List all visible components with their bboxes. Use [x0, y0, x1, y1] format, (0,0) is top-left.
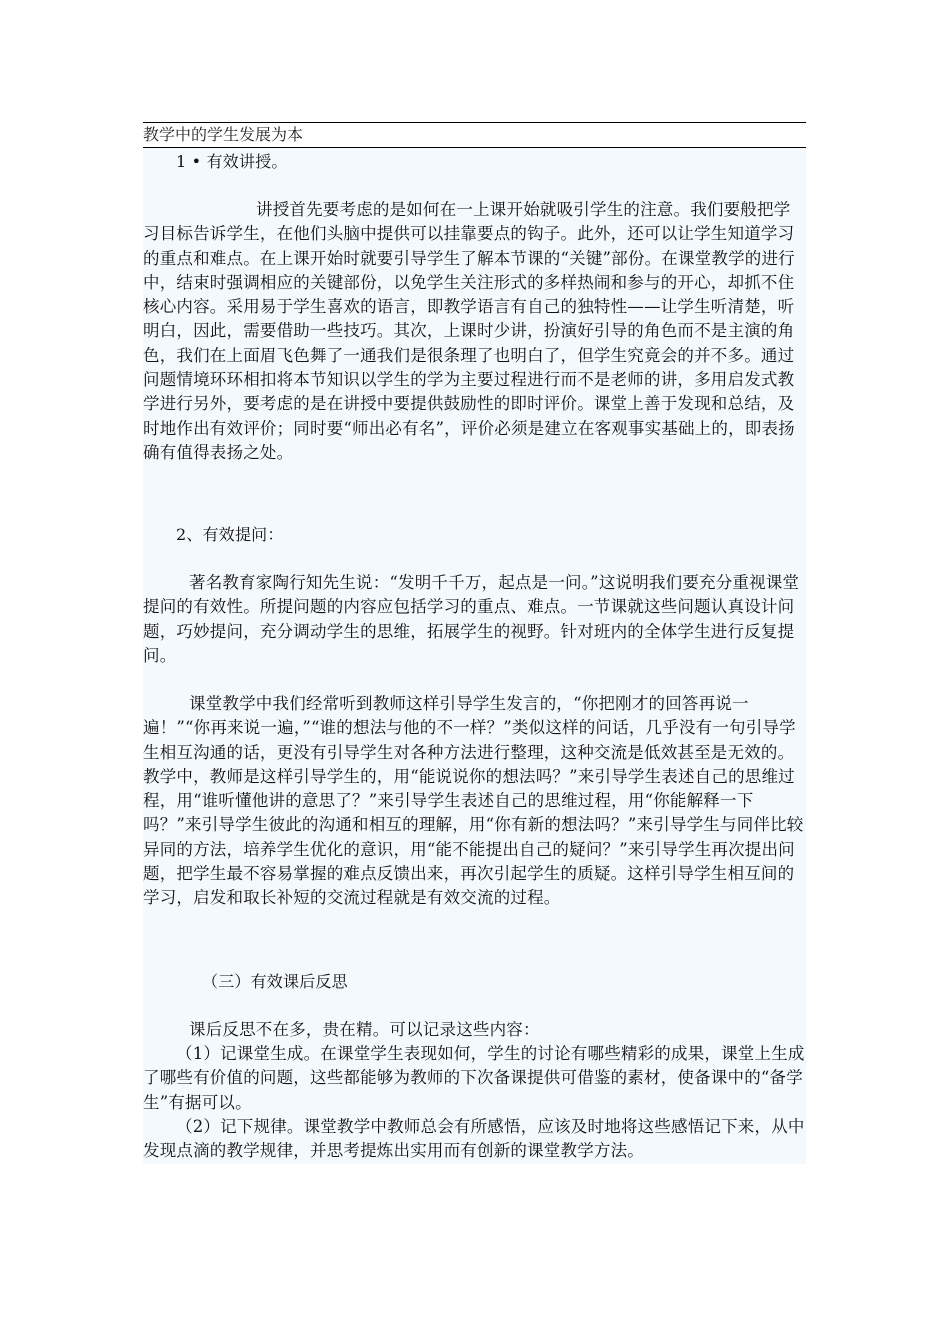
heading-effective-questioning: 2、有效提问： — [176, 525, 284, 544]
paragraph-reflection-2: （2）记下规律。课堂教学中教师总会有所感悟，应该及时地将这些感悟记下来，从中发现点滴的教学规律，并思考提炼出实用而有创新的课堂教学方法。 — [143, 1117, 805, 1161]
paragraph-questioning-2: 课堂教学中我们经常听到教师这样引导学生发言的，“你把刚才的回答再说一遍！”“你再来说一遍，”“谁的想法与他的不一样？”类似这样的问话，几乎没有一句引导学生相互沟通的话，更没有引导学生对各种方法进行整理，这种交流是低效甚至是无效的。教学中，教师是这样引导学生的，用“能说说你的想法吗？”来引导学生表述自己的思维过程，用“谁听懂他讲的意思了？”来引导学生表述自己的思维过程，用“你能解释一下吗？”来引导学生彼此的沟通和相互的理解，用“你有新的想法吗？”来引导学生与同伴比较异同的方法，培养学生优化的意识，用“能不能提出自己的疑问？”来引导学生再次提出问题，把学生最不容易掌握的难点反馈出来，再次引起学生的质疑。这样引导学生相互间的学习，启发和取长补短的交流过程就是有效交流的过程。 — [143, 694, 804, 908]
paragraph-lecture: 讲授首先要考虑的是如何在一上课开始就吸引学生的注意。我们要般把学习目标告诉学生，在他们头脑中提供可以挂靠要点的钩子。此外，还可以让学生知道学习的重点和难点。在上课开始时就要引导学生了解本节课的“关键”部份。在课堂教学的进行中，结束时强调相应的关键部份，以免学生关注形式的多样热闹和参与的开心，却抓不住核心内容。采用易于学生喜欢的语言，即教学语言有自己的独特性——让学生听清楚，听明白，因此，需要借助一些技巧。其次，上课时少讲，扮演好引导的角色而不是主演的角色，我们在上面眉飞色舞了一通我们是很条理了也明白了，但学生究竟会的并不多。通过问题情境环环相扣将本节知识以学生的学为主要过程进行而不是老师的讲，多用启发式教学进行另外，要考虑的是在讲授中要提供鼓励性的即时评价。课堂上善于发现和总结，及时地作出有效评价；同时要“师出必有名”，评价必须是建立在客观事实基础上的，即表扬确有值得表扬之处。 — [143, 200, 795, 462]
paragraph-reflection-1: （1）记课堂生成。在课堂学生表现如何，学生的讨论有哪些精彩的成果，课堂上生成了哪些有价值的问题，这些都能够为教师的下次备课提供可借鉴的素材，使备课中的“备学生”有据可以。 — [143, 1044, 805, 1112]
content-area — [143, 148, 806, 1164]
paragraph-questioning-1: 著名教育家陶行知先生说：“发明千千万，起点是一问。”这说明我们要充分重视课堂提问的有效性。所提问题的内容应包括学习的重点、难点。一节课就这些问题认真设计问题，巧妙提问，充分调动学生的思维，拓展学生的视野。针对班内的全体学生进行反复提问。 — [143, 573, 800, 665]
paragraph-reflection-intro: 课后反思不在多，贵在精。可以记录这些内容： — [189, 1020, 540, 1039]
page-title: 教学中的学生发展为本 — [143, 122, 806, 148]
heading-after-class-reflection: （三）有效课后反思 — [202, 972, 348, 991]
heading-effective-lecture: 1 • 有效讲授。 — [176, 152, 288, 171]
